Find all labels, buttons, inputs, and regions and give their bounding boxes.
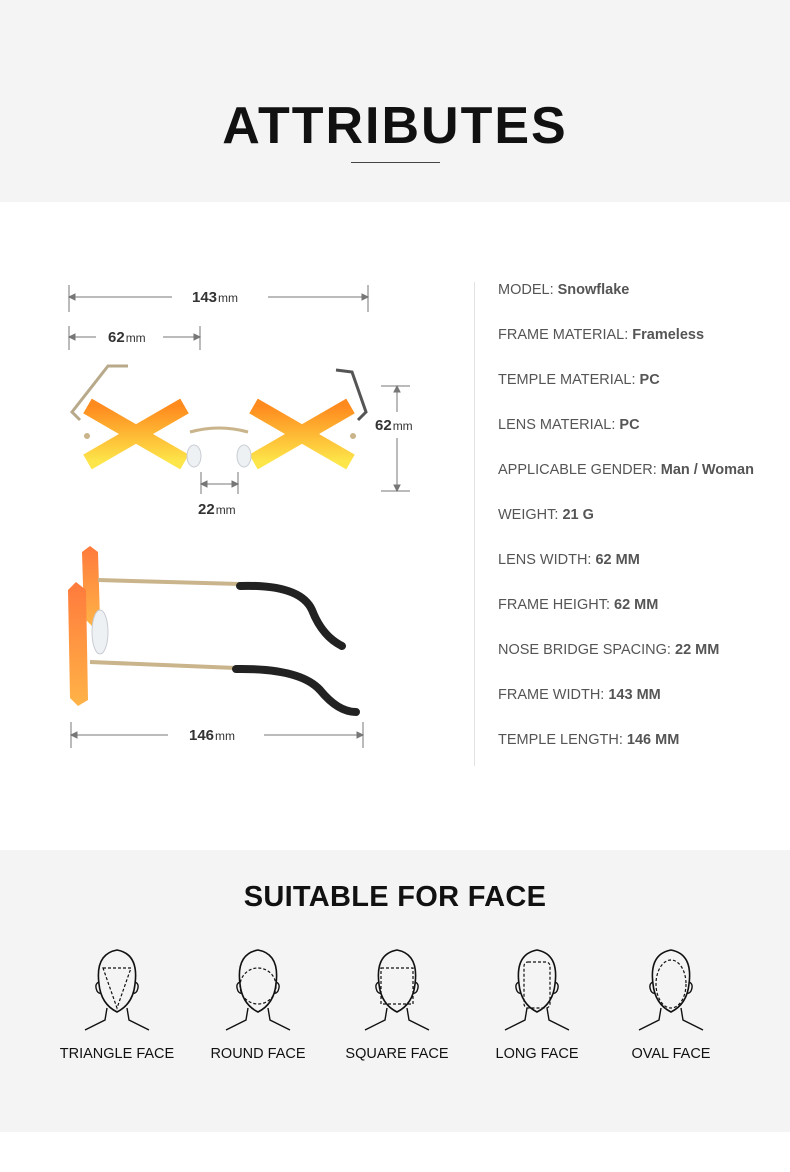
long-face-icon [497, 942, 577, 1038]
temple-length-label: 146mm [189, 727, 236, 744]
lens-height-dimension [381, 386, 410, 491]
bridge-label: 22mm [198, 501, 236, 518]
glasses-front-view [72, 366, 366, 490]
face-round [183, 942, 333, 1062]
spec-frame-width: FRAME WIDTH: 143 MM [498, 687, 661, 703]
face-square [322, 942, 472, 1062]
square-face-icon [357, 942, 437, 1038]
spec-frame-material: FRAME MATERIAL: Frameless [498, 327, 705, 343]
round-face-icon [218, 942, 298, 1038]
spec-temple-length: TEMPLE LENGTH: 146 MM [498, 732, 680, 748]
spec-temple-material: TEMPLE MATERIAL: PC [498, 372, 660, 388]
spec-lens-width: LENS WIDTH: 62 MM [498, 552, 640, 568]
oval-face-label: OVAL FACE [631, 1046, 711, 1062]
spec-list [498, 280, 788, 775]
face-long [462, 942, 612, 1062]
page-title: ATTRIBUTES [222, 97, 568, 155]
spec-lens-material: LENS MATERIAL: PC [498, 417, 640, 433]
triangle-face-label: TRIANGLE FACE [59, 1046, 175, 1062]
square-face-label: SQUARE FACE [345, 1046, 449, 1062]
spec-applicable-gender: APPLICABLE GENDER: Man / Woman [498, 462, 754, 478]
title-underline [351, 162, 440, 163]
spec-weight: WEIGHT: 21 G [498, 507, 594, 523]
long-face-label: LONG FACE [495, 1046, 579, 1062]
triangle-face-icon [77, 942, 157, 1038]
glasses-side-view [68, 546, 356, 712]
suitable-face-title: SUITABLE FOR FACE [243, 881, 547, 913]
spec-model: MODEL: Snowflake [498, 282, 630, 298]
spec-nose-bridge-spacing: NOSE BRIDGE SPACING: 22 MM [498, 642, 720, 658]
oval-face-icon [631, 942, 711, 1038]
frame-width-label: 143mm [192, 289, 239, 306]
face-triangle [42, 942, 192, 1062]
spec-frame-height: FRAME HEIGHT: 62 MM [498, 597, 659, 613]
bridge-dimension [201, 472, 238, 494]
lens-width-label: 62mm [108, 329, 146, 346]
round-face-label: ROUND FACE [210, 1046, 306, 1062]
face-oval [596, 942, 746, 1062]
column-divider [474, 282, 475, 766]
lens-height-label: 62mm [375, 417, 413, 434]
